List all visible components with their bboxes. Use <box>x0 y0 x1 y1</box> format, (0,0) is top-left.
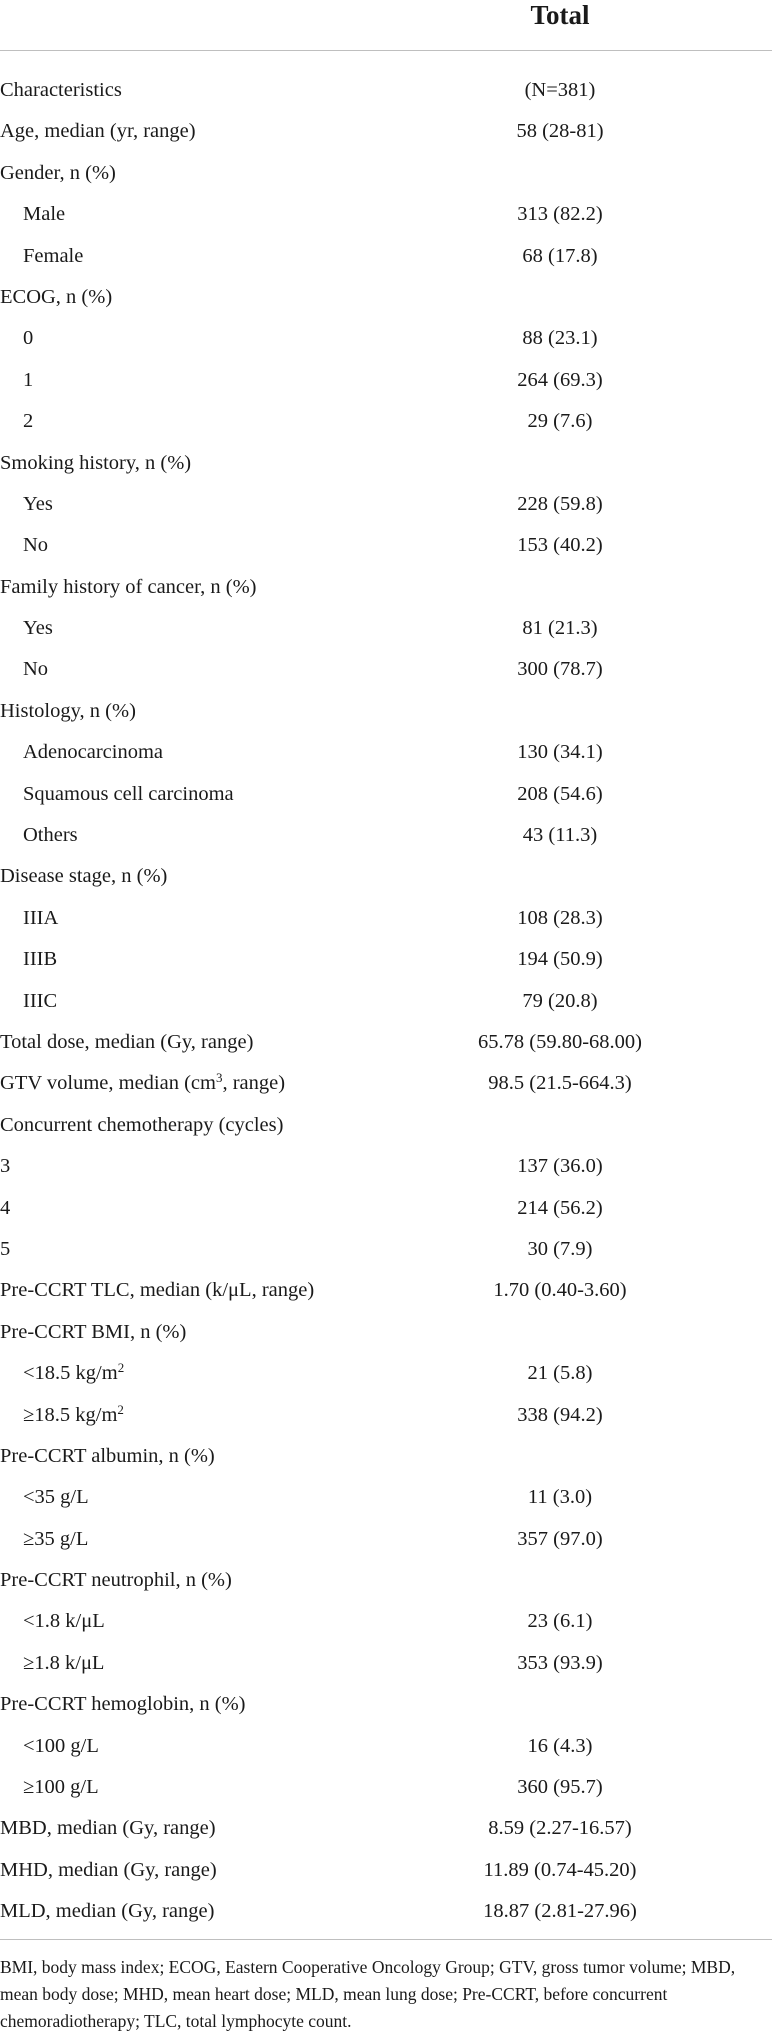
row-value: 16 (4.3) <box>527 1734 593 1757</box>
row-value: 68 (17.8) <box>522 244 598 267</box>
table-row <box>0 1560 772 1601</box>
row-label <box>0 1022 253 1063</box>
row-label <box>23 236 83 277</box>
row-label-text: No <box>23 534 49 557</box>
table-row <box>0 1229 772 1270</box>
row-value: 18.87 (2.81-27.96) <box>483 1900 637 1923</box>
column-header-total: Total <box>530 0 590 30</box>
row-label <box>23 484 53 525</box>
table-row <box>0 981 772 1022</box>
row-label <box>23 1601 105 1642</box>
row-label <box>0 1850 217 1891</box>
row-label-text: Yes <box>23 492 53 515</box>
row-value: 58 (28-81) <box>516 120 604 143</box>
row-value: 153 (40.2) <box>517 534 603 557</box>
row-label-text: Pre-CCRT hemoglobin, n (%) <box>0 1693 246 1716</box>
table-row <box>0 484 772 525</box>
row-label <box>23 1353 124 1394</box>
row-label-text: MLD, median (Gy, range) <box>0 1900 215 1923</box>
row-value: 98.5 (21.5-664.3) <box>488 1072 632 1095</box>
row-label <box>23 732 163 773</box>
row-value: 214 (56.2) <box>517 1196 603 1219</box>
row-value: 313 (82.2) <box>517 203 603 226</box>
row-label <box>23 194 65 235</box>
row-label <box>0 1684 246 1725</box>
row-label <box>23 360 33 401</box>
row-label-text: 2 <box>23 410 34 433</box>
row-value: 30 (7.9) <box>527 1237 593 1260</box>
row-label <box>0 1188 10 1229</box>
row-label-text: Gender, n (%) <box>0 161 116 184</box>
row-label <box>23 774 234 815</box>
row-label-text: <18.5 kg/m <box>23 1362 118 1385</box>
row-value: 360 (95.7) <box>517 1776 603 1799</box>
row-label-text: ≥1.8 k/μL <box>23 1651 105 1674</box>
row-value: 79 (20.8) <box>522 989 598 1012</box>
row-label <box>0 1146 10 1187</box>
row-label <box>23 815 78 856</box>
table-row <box>0 567 772 608</box>
row-value: 130 (34.1) <box>517 741 603 764</box>
row-value: 8.59 (2.27-16.57) <box>488 1817 632 1840</box>
row-label <box>23 525 48 566</box>
row-label <box>23 318 33 359</box>
row-label-text: Histology, n (%) <box>0 699 136 722</box>
row-label <box>23 1477 89 1518</box>
row-label-text: GTV volume, median (cm <box>0 1072 216 1095</box>
table-row <box>0 1601 772 1642</box>
table-row <box>0 1270 772 1311</box>
table-row <box>0 1063 772 1104</box>
row-label <box>0 153 116 194</box>
row-label-text: Characteristics <box>0 79 122 101</box>
table-row <box>0 774 772 815</box>
row-label-text: Concurrent chemotherapy (cycles) <box>0 1113 284 1136</box>
row-value: 338 (94.2) <box>517 1403 603 1426</box>
row-label <box>0 1063 285 1104</box>
row-value: 43 (11.3) <box>522 824 598 847</box>
table-row <box>0 608 772 649</box>
row-label <box>23 1519 88 1560</box>
row-label-text: <35 g/L <box>23 1486 89 1509</box>
row-label-text: Smoking history, n (%) <box>0 451 192 474</box>
table-row <box>0 318 772 359</box>
row-label-text: 4 <box>0 1196 11 1219</box>
table-row <box>0 1850 772 1891</box>
table-row <box>0 1353 772 1394</box>
row-label-text: IIIA <box>23 906 59 929</box>
row-label <box>0 1560 232 1601</box>
table-row <box>0 153 772 194</box>
row-label-text: Squamous cell carcinoma <box>23 782 234 805</box>
row-label <box>23 1643 104 1684</box>
table-row <box>0 1891 772 1932</box>
row-value: 300 (78.7) <box>517 658 603 681</box>
row-value: 1.70 (0.40-3.60) <box>493 1279 627 1302</box>
row-label-text: ≥100 g/L <box>23 1776 99 1799</box>
table-row <box>0 111 772 152</box>
row-label-text: 1 <box>23 368 34 391</box>
row-label <box>23 939 57 980</box>
row-label <box>23 898 58 939</box>
row-label <box>0 567 257 608</box>
table-row <box>0 70 772 111</box>
table-row <box>0 649 772 690</box>
row-label-text: 0 <box>23 327 34 350</box>
row-label <box>23 649 48 690</box>
table-row <box>0 1022 772 1063</box>
row-label-text: Pre-CCRT albumin, n (%) <box>0 1444 215 1467</box>
row-value: 137 (36.0) <box>517 1155 603 1178</box>
table-row <box>0 1188 772 1229</box>
row-label-text: Yes <box>23 617 53 640</box>
table-row <box>0 939 772 980</box>
row-label <box>0 856 167 897</box>
row-label <box>23 981 57 1022</box>
row-label-text: No <box>23 658 49 681</box>
row-value: 65.78 (59.80-68.00) <box>478 1030 642 1053</box>
row-label-text: 3 <box>0 1155 11 1178</box>
table-row <box>0 815 772 856</box>
row-label-text: Male <box>23 203 66 226</box>
row-label-text: <100 g/L <box>23 1734 99 1757</box>
row-label <box>0 70 122 111</box>
row-label-text: IIIC <box>23 989 58 1012</box>
row-label <box>23 1767 99 1808</box>
row-value: 21 (5.8) <box>527 1362 593 1385</box>
row-label-text: ≥35 g/L <box>23 1527 89 1550</box>
row-label <box>0 1436 215 1477</box>
row-label <box>0 1808 216 1849</box>
row-label-text: Others <box>23 824 78 847</box>
row-label-text: ≥18.5 kg/m <box>23 1403 118 1426</box>
table-row <box>0 443 772 484</box>
row-label-text: MBD, median (Gy, range) <box>0 1817 216 1840</box>
row-label-suffix: , range) <box>222 1072 286 1095</box>
table-row <box>0 1312 772 1353</box>
table-row <box>0 401 772 442</box>
row-label <box>0 1229 10 1270</box>
row-label <box>0 111 196 152</box>
row-label <box>23 401 33 442</box>
row-label-text: Pre-CCRT TLC, median (k/μL, range) <box>0 1279 315 1302</box>
table-row <box>0 732 772 773</box>
table-header <box>0 0 772 51</box>
row-label <box>0 1891 214 1932</box>
row-label <box>0 1105 283 1146</box>
row-value: (N=381) <box>524 79 596 101</box>
row-label-text: Family history of cancer, n (%) <box>0 575 257 598</box>
row-label <box>0 277 112 318</box>
table-row <box>0 691 772 732</box>
table-row <box>0 1684 772 1725</box>
row-label-text: Age, median (yr, range) <box>0 120 196 143</box>
row-label-text: MHD, median (Gy, range) <box>0 1858 217 1881</box>
row-label-text: IIIB <box>23 948 58 971</box>
row-label <box>0 1312 186 1353</box>
table-row <box>0 1477 772 1518</box>
table-row <box>0 1519 772 1560</box>
table-footnote: BMI, body mass index; ECOG, Eastern Cooperative Oncology Group; GTV, gross tumor volume; MBD, mean body dose; MHD, mean heart dose; MLD, mean lung dose; Pre-CCRT, before concurrent chemoradiotherapy; TLC, total lymphocyte count. <box>0 1956 736 2031</box>
row-label-text: Disease stage, n (%) <box>0 865 168 888</box>
row-value: 208 (54.6) <box>517 782 603 805</box>
row-label-text: Female <box>23 244 84 267</box>
row-label-text: Total dose, median (Gy, range) <box>0 1030 254 1053</box>
table-row <box>0 1808 772 1849</box>
row-value: 11.89 (0.74-45.20) <box>483 1858 637 1881</box>
row-label-text: Pre-CCRT neutrophil, n (%) <box>0 1569 232 1592</box>
row-label <box>23 1395 124 1436</box>
table-row <box>0 525 772 566</box>
table-row <box>0 194 772 235</box>
row-label <box>0 443 191 484</box>
table-row <box>0 1105 772 1146</box>
row-value: 29 (7.6) <box>527 410 593 433</box>
row-value: 11 (3.0) <box>527 1486 593 1509</box>
table-body <box>0 51 772 1933</box>
row-label-superscript: 2 <box>117 1360 125 1376</box>
table-row <box>0 856 772 897</box>
row-value: 194 (50.9) <box>517 948 603 971</box>
row-value: 353 (93.9) <box>517 1651 603 1674</box>
table-row <box>0 277 772 318</box>
table-row <box>0 1726 772 1767</box>
table-row <box>0 1146 772 1187</box>
row-label-text: Adenocarcinoma <box>23 741 164 764</box>
row-value: 228 (59.8) <box>517 492 603 515</box>
table-row <box>0 1395 772 1436</box>
table-row <box>0 898 772 939</box>
row-value: 264 (69.3) <box>517 368 603 391</box>
row-label <box>23 608 53 649</box>
table-row <box>0 360 772 401</box>
row-label-text: 5 <box>0 1237 11 1260</box>
table-row <box>0 1767 772 1808</box>
row-label-text: <1.8 k/μL <box>23 1610 105 1633</box>
row-label <box>23 1726 99 1767</box>
row-label-superscript: 2 <box>117 1401 124 1417</box>
row-label-text: ECOG, n (%) <box>0 285 113 308</box>
row-label-text: Pre-CCRT BMI, n (%) <box>0 1320 187 1343</box>
row-label <box>0 691 136 732</box>
row-value: 81 (21.3) <box>522 617 598 640</box>
row-label <box>0 1270 314 1311</box>
row-value: 23 (6.1) <box>527 1610 593 1633</box>
row-value: 88 (23.1) <box>522 327 598 350</box>
row-label-superscript: 3 <box>215 1070 223 1086</box>
table-row <box>0 236 772 277</box>
row-value: 357 (97.0) <box>517 1527 603 1550</box>
table-row <box>0 1643 772 1684</box>
table-row <box>0 1436 772 1477</box>
row-value: 108 (28.3) <box>517 906 603 929</box>
